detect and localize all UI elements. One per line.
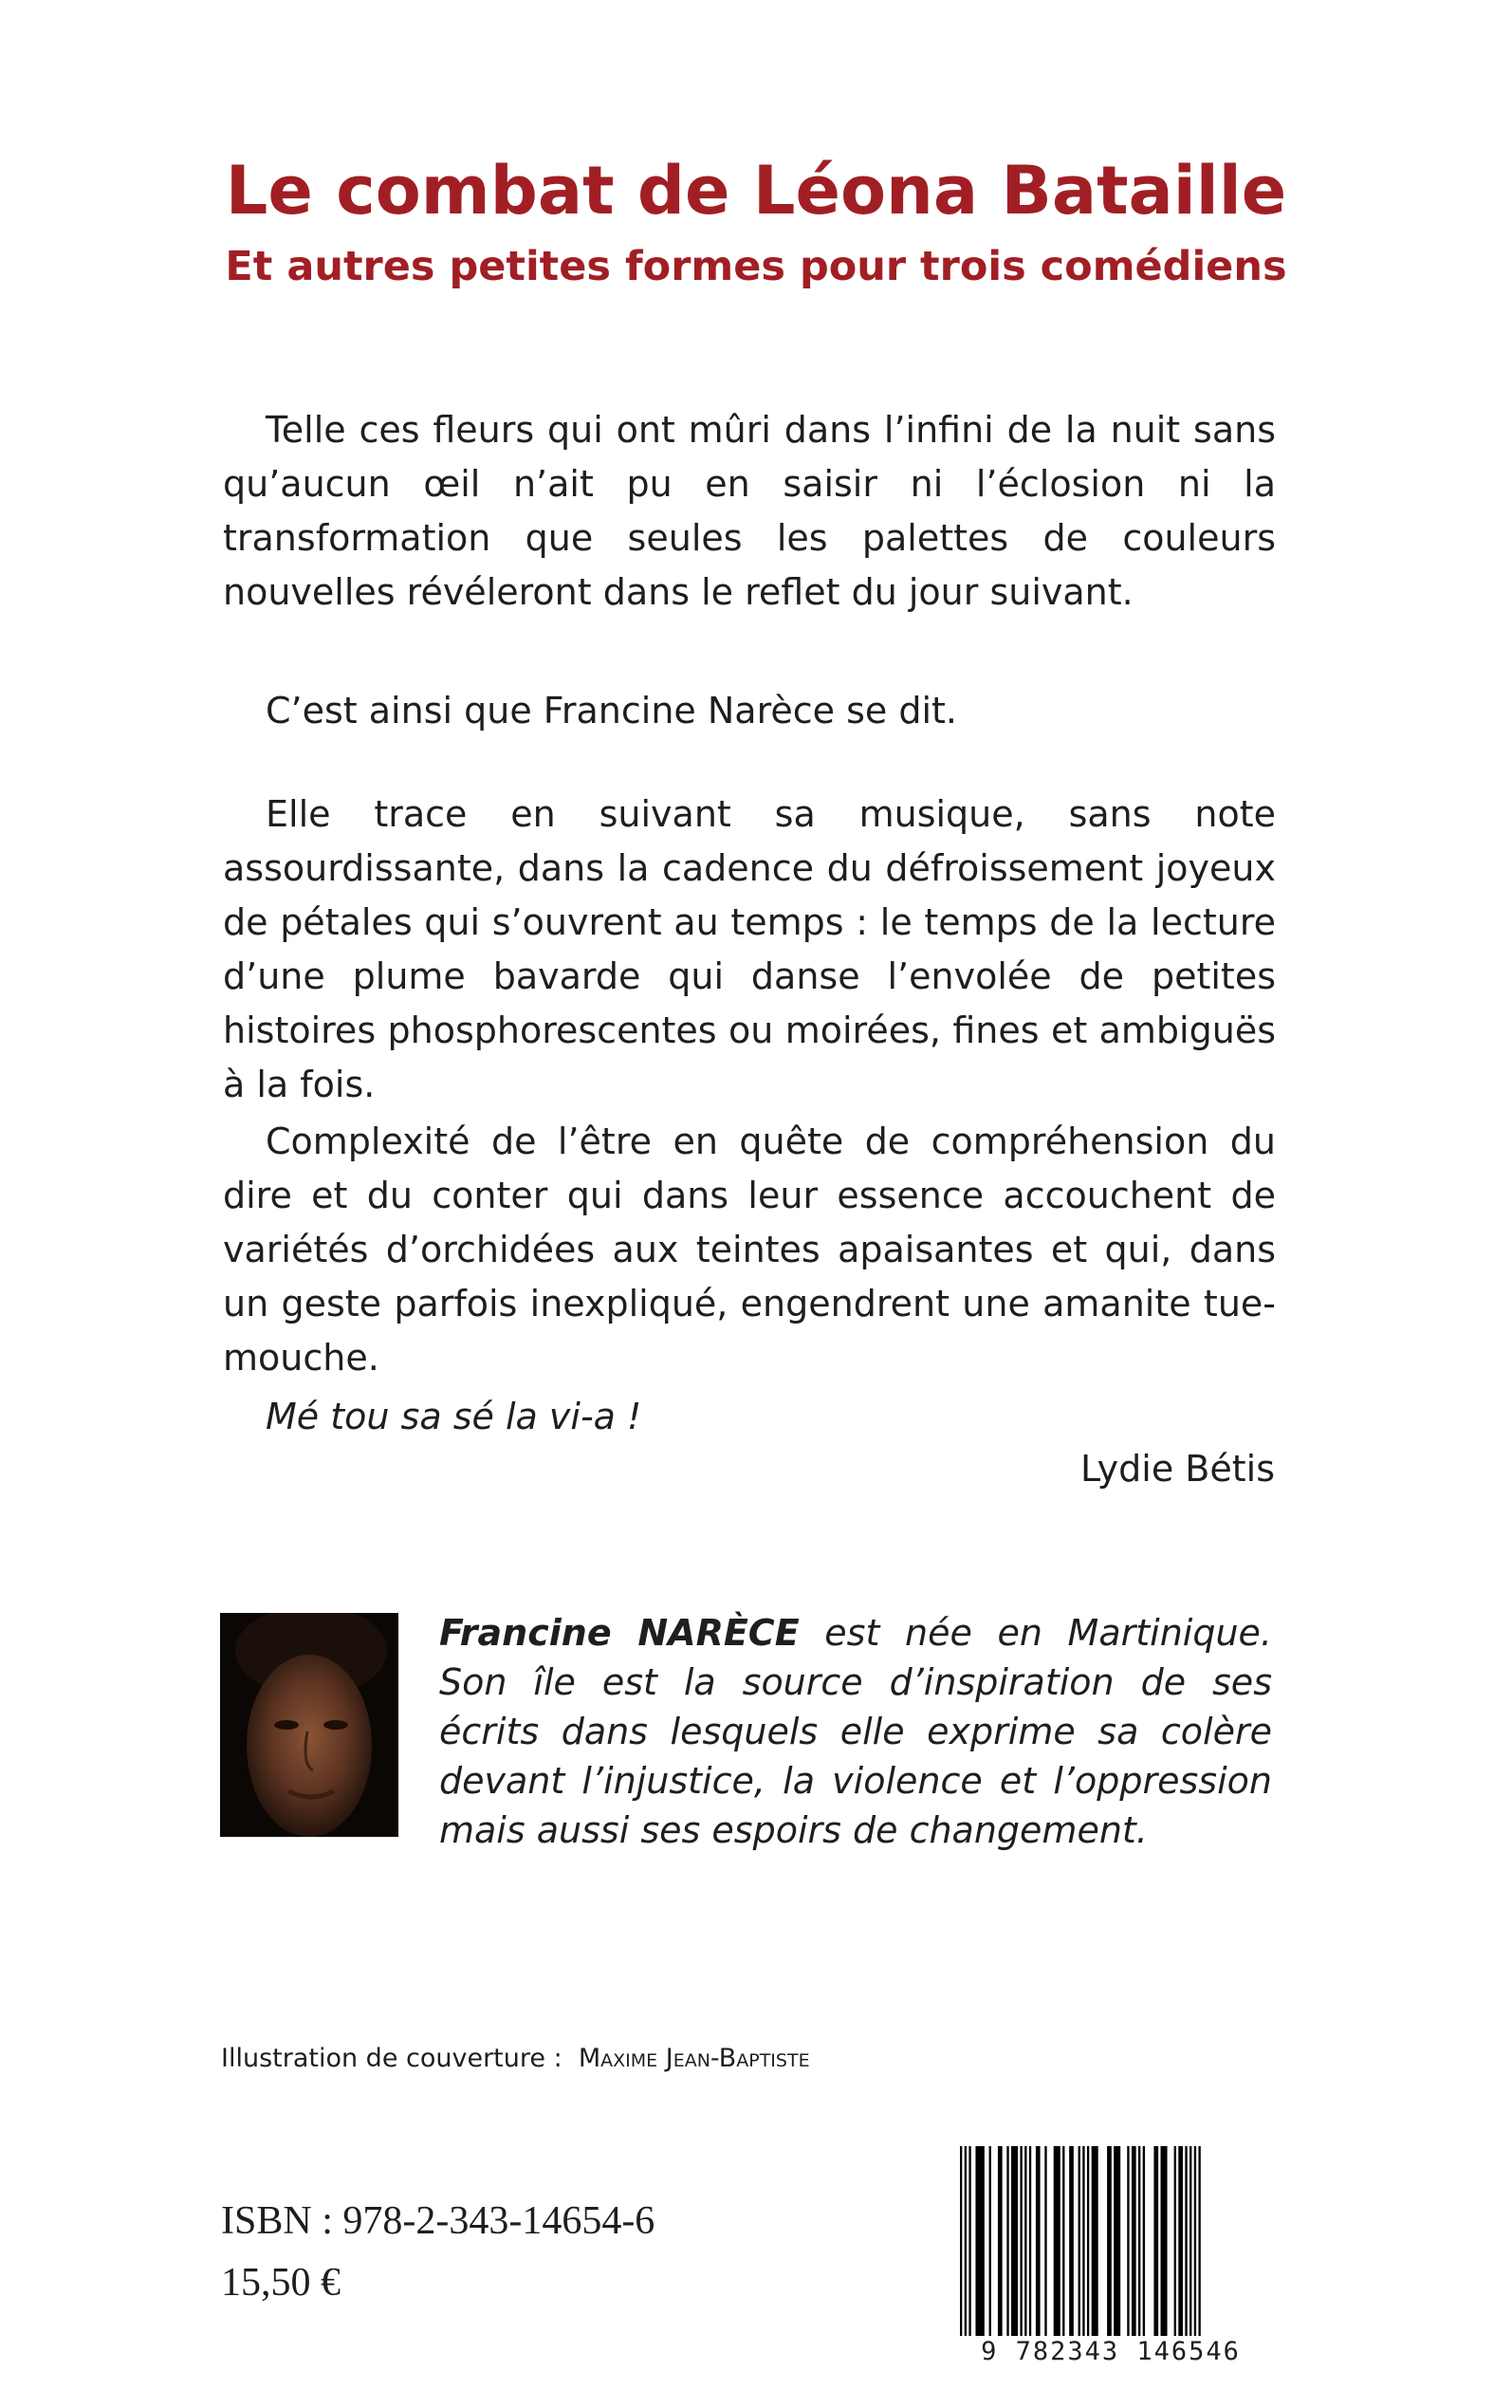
blurb-paragraph-1 bbox=[223, 403, 1276, 620]
blurb-paragraph-4 bbox=[223, 1115, 1276, 1385]
barcode-bar bbox=[1020, 2146, 1022, 2336]
barcode-bar bbox=[1185, 2146, 1187, 2336]
barcode-bar bbox=[1132, 2146, 1136, 2336]
barcode-bar bbox=[1189, 2146, 1191, 2336]
barcode-bar bbox=[1092, 2146, 1098, 2336]
barcode-bar bbox=[1062, 2146, 1064, 2336]
barcode-digits: 9 782343 146546 bbox=[981, 2337, 1241, 2366]
barcode-bar bbox=[1006, 2146, 1008, 2336]
creole-quote: Mé tou sa sé la vi-a ! bbox=[266, 1396, 642, 1437]
book-title: Le combat de Léona Bataille bbox=[225, 152, 1287, 230]
barcode-bar bbox=[1107, 2146, 1112, 2336]
barcode-bar bbox=[1054, 2146, 1060, 2336]
blurb-paragraph-1-text: Telle ces fleurs qui ont mûri dans l’infini de la nuit sans qu’aucun œil n’ait pu en saisir ni l’éclosion ni la transformation que seules les palettes de couleurs nouvelles révéleront dans le reflet du jour suivant. bbox=[223, 409, 1276, 613]
cover-credit-label: Illustration de couverture : bbox=[221, 2044, 562, 2073]
price: 15,50 € bbox=[221, 2261, 341, 2305]
barcode-bar bbox=[1011, 2146, 1018, 2336]
barcode-bar bbox=[1143, 2146, 1145, 2336]
blurb-paragraph-3 bbox=[223, 787, 1276, 1112]
barcode-bar bbox=[989, 2146, 991, 2336]
author-bio-text: est née en Martinique. Son île est la source d’inspiration de ses écrits dans lesquels elle exprime sa colère devant l’injustice, la violence et l’oppression mais aussi ses espoirs de changement. bbox=[439, 1612, 1272, 1851]
barcode-bar bbox=[1153, 2146, 1158, 2336]
author-name: Francine NARÈCE bbox=[439, 1612, 800, 1654]
blurb-paragraph-4-text: Complexité de l’être en quête de compréhension du dire et du conter qui dans leur essence accouchent de variétés d’orchidées aux teintes apaisantes et qui, dans un geste parfois inexpliqué, engendrent une amanite tue-mouche. bbox=[223, 1121, 1276, 1379]
blurb-signature: Lydie Bétis bbox=[1079, 1448, 1275, 1490]
barcode-bar bbox=[1114, 2146, 1120, 2336]
barcode-bar bbox=[965, 2146, 967, 2336]
book-subtitle: Et autres petites formes pour trois comédiens bbox=[225, 243, 1287, 290]
barcode-bar bbox=[1024, 2146, 1026, 2336]
cover-credit bbox=[221, 2040, 810, 2078]
barcode-bar bbox=[998, 2146, 1003, 2336]
blurb-paragraph-2-text: C’est ainsi que Francine Narèce se dit. bbox=[266, 690, 958, 732]
barcode-bar bbox=[1174, 2146, 1176, 2336]
barcode-bar bbox=[1069, 2146, 1074, 2336]
blurb-paragraph-3-text: Elle trace en suivant sa musique, sans note assourdissante, dans la cadence du défroissement joyeux de pétales qui s’ouvrent au temps : le temps de la lecture d’une plume bavarde qui danse l’envolée de petites histoires phosphorescentes ou moirées, fines et ambiguës à la fois. bbox=[223, 793, 1276, 1105]
barcode-bar bbox=[1036, 2146, 1041, 2336]
barcode-bar bbox=[1127, 2146, 1129, 2336]
barcode-bar bbox=[960, 2146, 962, 2336]
barcode-bar bbox=[1082, 2146, 1084, 2336]
barcode-bar bbox=[1198, 2146, 1200, 2336]
author-photo bbox=[220, 1613, 398, 1837]
barcode-bar bbox=[1087, 2146, 1089, 2336]
barcode-bar bbox=[975, 2146, 984, 2336]
blurb-paragraph-2 bbox=[223, 684, 1276, 738]
barcode-bar bbox=[1138, 2146, 1140, 2336]
barcode-bar bbox=[1194, 2146, 1196, 2336]
barcode bbox=[949, 2146, 1273, 2364]
barcode-bar bbox=[1079, 2146, 1080, 2336]
barcode-bar bbox=[1161, 2146, 1168, 2336]
barcode-bar bbox=[1178, 2146, 1183, 2336]
author-bio bbox=[439, 1608, 1272, 1855]
cover-credit-artist: Maxime Jean-Baptiste bbox=[578, 2044, 810, 2073]
author-portrait-illustration bbox=[220, 1613, 398, 1837]
barcode-bar bbox=[1029, 2146, 1031, 2336]
barcode-bar bbox=[968, 2146, 970, 2336]
barcode-bars bbox=[949, 2146, 1273, 2336]
barcode-bar bbox=[1044, 2146, 1046, 2336]
isbn: ISBN : 978-2-343-14654-6 bbox=[221, 2199, 655, 2243]
